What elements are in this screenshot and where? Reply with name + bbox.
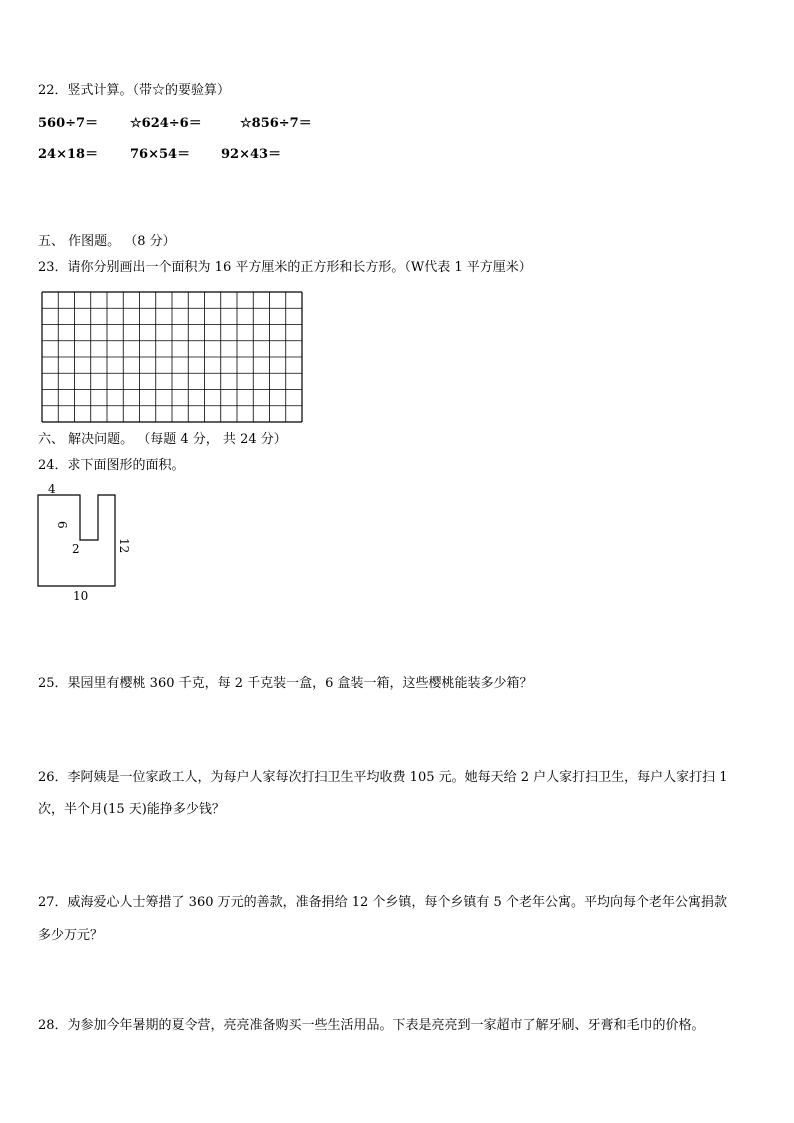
label-notch-depth: 6 [55, 521, 69, 529]
q24-title: 24．求下面图形的面积。 [38, 458, 185, 473]
notched-shape-figure [28, 480, 148, 609]
q22-expr-5: 76×54＝ [130, 147, 191, 162]
q27-line1: 27．威海爱心人士筹措了 360 万元的善款，准备捐给 12 个乡镇，每个乡镇有 5 个老年公寓。平均向每个老年公寓捐款 [38, 895, 727, 910]
q28-text: 28．为参加今年暑期的夏令营，亮亮准备购买一些生活用品。下表是亮亮到一家超市了解牙刷、牙膏和毛巾的价格。 [38, 1018, 705, 1033]
section6-title: 六、 解决问题。 （每题 4 分， 共 24 分） [38, 432, 287, 447]
label-width: 10 [73, 589, 89, 603]
square-grid [41, 291, 305, 427]
label-top-left: 4 [48, 482, 56, 496]
q27-line2: 多少万元？ [38, 928, 104, 943]
q26-line2: 次，半个月(15 天)能挣多少钱？ [38, 802, 225, 817]
notched-shape [38, 495, 115, 586]
label-height: 12 [117, 538, 131, 554]
grid-svg [41, 291, 305, 423]
q22-expr-6: 92×43＝ [221, 147, 282, 162]
q25-text: 25．果园里有樱桃 360 千克，每 2 千克装一盒，6 盒装一箱，这些樱桃能装多少箱？ [38, 676, 533, 691]
label-notch-width: 2 [72, 542, 80, 556]
q23-title: 23．请你分别画出一个面积为 16 平方厘米的正方形和长方形。（W代表 1 平方厘米） [38, 260, 532, 275]
q22-expr-2: ☆624÷6＝ [130, 116, 202, 131]
q22-expr-1: 560÷7＝ [38, 116, 99, 131]
q22-expr-3: ☆856÷7＝ [240, 116, 312, 131]
section5-title: 五、 作图题。 （8 分） [38, 234, 176, 249]
q22-expr-4: 24×18＝ [38, 147, 99, 162]
q22-title: 22．竖式计算。（带☆的要验算） [38, 83, 231, 98]
q26-line1: 26．李阿姨是一位家政工人，为每户人家每次打扫卫生平均收费 105 元。她每天给 2 户人家打扫卫生，每户人家打扫 1 [38, 770, 728, 785]
